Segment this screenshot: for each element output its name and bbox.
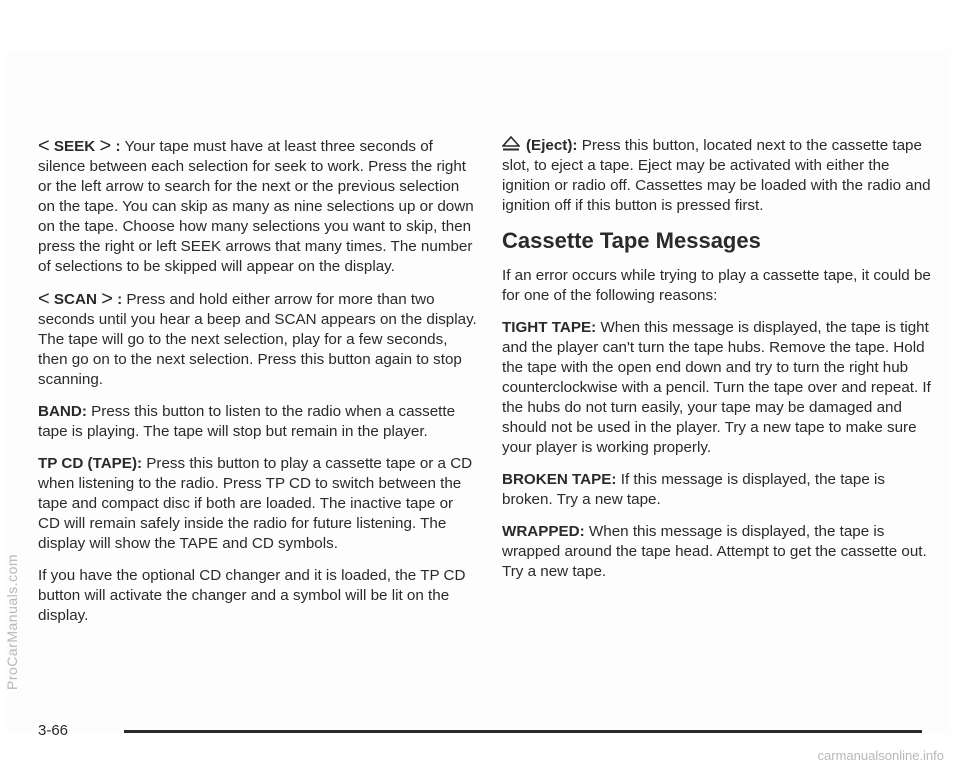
- eject-paragraph: [502, 136, 932, 216]
- broken-tape-text: If this message is displayed, the tape is broken. Try a new tape.: [502, 471, 885, 508]
- scan-colon: :: [117, 291, 123, 308]
- wrapped-paragraph: [502, 522, 932, 582]
- band-text: Press this button to listen to the radio when a cassette tape is playing. The tape will stop but remain in the player.: [38, 403, 456, 440]
- wrapped-text: When this message is displayed, the tape is wrapped around the tape head. Attempt to get the cassette out. Try a new tape.: [502, 523, 927, 580]
- footer-rule: [124, 730, 922, 733]
- tpcd-text: Press this button to play a cassette tape or a CD when listening to the radio. Press TP CD to switch between the tape and compact disc if both are loaded. The inactive tape or CD will remain safely inside the radio for future listening. The display will show the TAPE and CD symbols.: [38, 455, 473, 552]
- broken-tape-label: BROKEN TAPE:: [502, 471, 617, 488]
- seek-term: [38, 135, 121, 157]
- seek-label: SEEK: [53, 138, 96, 155]
- section-heading: Cassette Tape Messages: [502, 228, 761, 253]
- scan-prev-arrow: <: [38, 288, 50, 310]
- intro-paragraph: If an error occurs while trying to play a cassette tape, it could be for one of the following reasons:: [502, 267, 931, 304]
- scan-term: [38, 288, 123, 310]
- tight-tape-label: TIGHT TAPE:: [502, 319, 597, 336]
- left-column: [38, 136, 478, 638]
- seek-paragraph: [38, 136, 478, 277]
- tpcd-label: TP CD (TAPE):: [38, 455, 143, 472]
- wrapped-label: WRAPPED:: [502, 523, 585, 540]
- eject-label: (Eject):: [526, 137, 578, 154]
- eject-icon: [502, 136, 520, 152]
- tpcd-paragraph: [38, 454, 478, 554]
- scan-text: Press and hold either arrow for more than two seconds until you hear a beep and SCAN appears on the display. The tape will go to the next selection, play for a few seconds, then go on to the next selection. Press this button again to stop scanning.: [38, 291, 477, 388]
- tight-tape-paragraph: [502, 318, 932, 458]
- page-sheet: [6, 50, 950, 739]
- scan-paragraph: [38, 289, 478, 390]
- eject-text: Press this button, located next to the cassette tape slot, to eject a tape. Eject may be activated with either the ignition or radio off. Cassettes may be loaded with the radio and ignition off if this button is pressed first.: [502, 137, 931, 214]
- changer-paragraph: If you have the optional CD changer and it is loaded, the TP CD button will activate the changer and a symbol will be lit on the display.: [38, 567, 466, 624]
- right-column: [502, 136, 932, 594]
- side-watermark: ProCarManuals.com: [4, 553, 20, 690]
- seek-next-arrow: >: [99, 135, 112, 157]
- scan-label: SCAN: [53, 291, 97, 308]
- seek-prev-arrow: <: [38, 135, 50, 157]
- tight-tape-text: When this message is displayed, the tape is tight and the player can't turn the tape hubs. Remove the tape. Hold the tape with the open end down and try to turn the right hub counterclockwise with a pencil. Turn the tape over and repeat. If the hubs do not turn easily, your tape may be damaged and should not be used in the player. Try a new tape to make sure your player is working properly.: [502, 319, 931, 456]
- seek-text: Your tape must have at least three seconds of silence between each selection for seek to work. Press the right or the left arrow to search for the next or the previous selection on the tape. You can skip as many as nine selections up or down on the tape. Choose how many selections you want to skip, then press the right or left SEEK arrows that many times. The number of selections to be skipped will appear on the display.: [38, 138, 474, 275]
- scan-next-arrow: >: [101, 288, 113, 310]
- band-label: BAND:: [38, 403, 87, 420]
- broken-tape-paragraph: [502, 470, 932, 510]
- page-number: 3-66: [38, 722, 69, 739]
- band-paragraph: [38, 402, 478, 442]
- seek-colon: :: [115, 138, 121, 155]
- bottom-watermark: carmanualsonline.info: [817, 748, 944, 763]
